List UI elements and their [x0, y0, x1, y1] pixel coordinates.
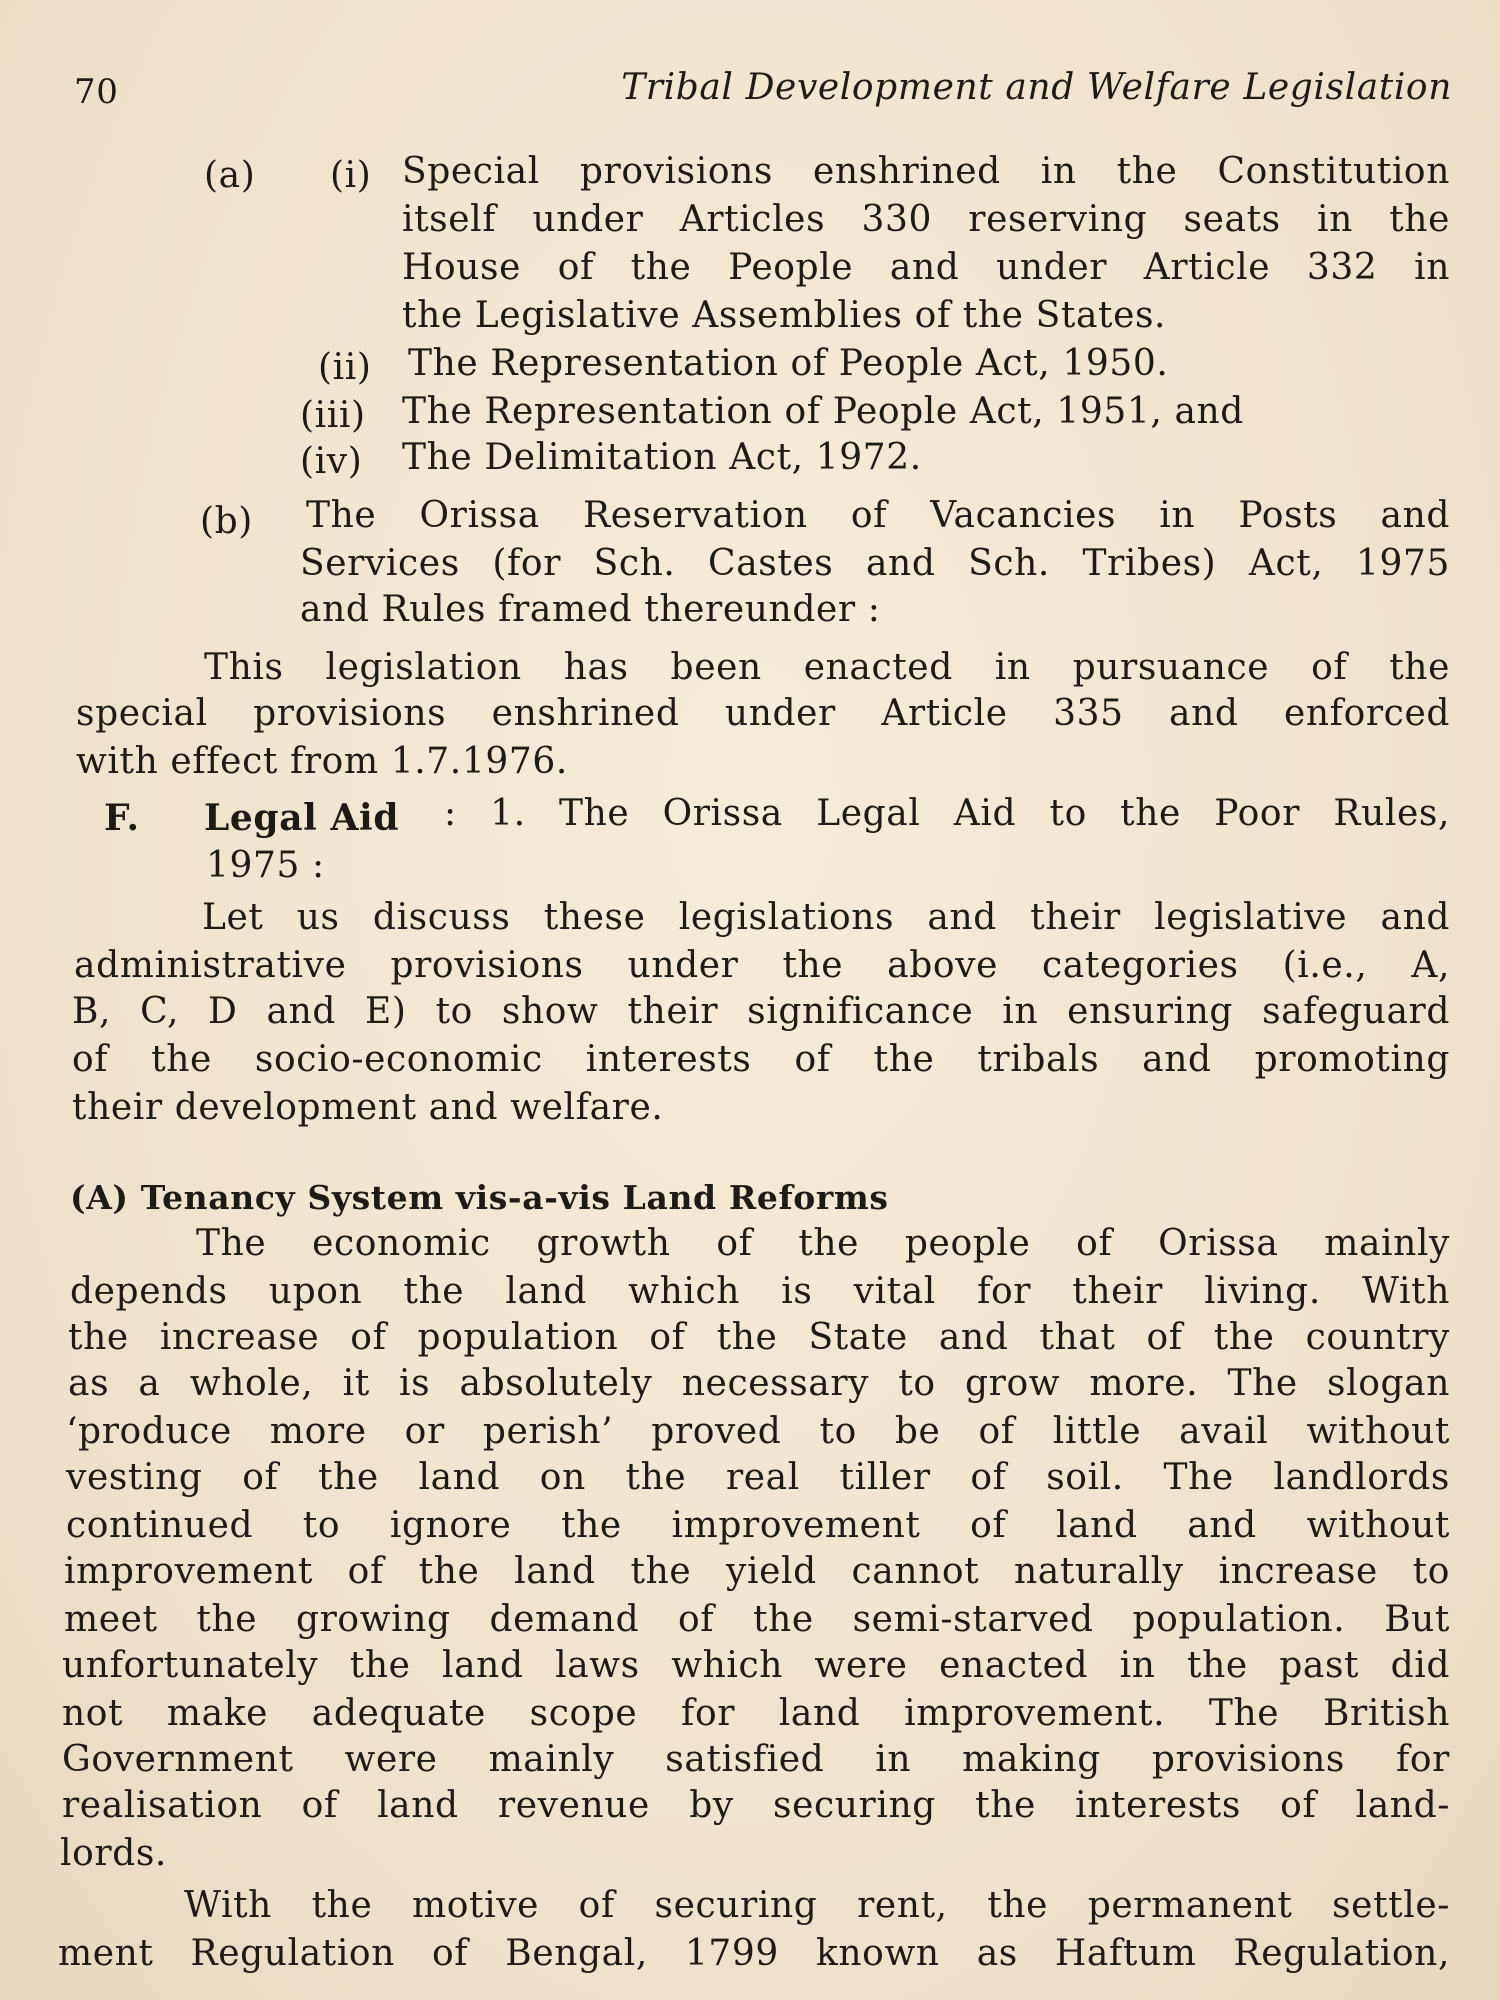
para-discuss-line-5: their development and welfare. [72, 1087, 664, 1128]
section-a-heading: (A) Tenancy System vis-a-vis Land Reforms [70, 1178, 889, 1217]
list-a-label: (a) [204, 155, 256, 196]
para-economic-line-9: meet the growing demand of the semi-starved population. But [64, 1599, 1450, 1640]
para-economic-line-3: the increase of population of the State and that of the country [68, 1317, 1450, 1358]
para-economic-line-14: lords. [60, 1833, 167, 1874]
running-title: Tribal Development and Welfare Legislation [621, 67, 1452, 108]
item-iv-text: The Delimitation Act, 1972. [402, 437, 922, 478]
item-iv-label: (iv) [300, 441, 363, 482]
item-i-line-2: itself under Articles 330 reserving seats in the [402, 199, 1450, 240]
item-i-line-3: House of the People and under Article 332 in [402, 247, 1450, 288]
para-economic-line-7: continued to ignore the improvement of land and without [66, 1505, 1450, 1546]
para-discuss-line-2: administrative provisions under the above categories (i.e., A, [74, 945, 1450, 986]
para-motive-line-2: ment Regulation of Bengal, 1799 known as Haftum Regulation, [58, 1933, 1450, 1974]
section-f-cont: 1975 : [206, 845, 325, 886]
para-economic-line-11: not make adequate scope for land improvement. The British [62, 1693, 1450, 1734]
item-ii-label: (ii) [318, 347, 372, 388]
para-legislation-line-3: with effect from 1.7.1976. [76, 741, 568, 782]
para-legislation-line-2: special provisions enshrined under Article 335 and enforced [76, 693, 1450, 734]
para-discuss-line-4: of the socio-economic interests of the tribals and promoting [72, 1039, 1450, 1080]
para-legislation-line-1: This legislation has been enacted in pursuance of the [204, 647, 1450, 688]
item-ii-text: The Representation of People Act, 1950. [408, 343, 1169, 384]
item-i-label: (i) [330, 155, 372, 196]
item-i-line-1: Special provisions enshrined in the Constitution [402, 151, 1450, 192]
para-economic-line-6: vesting of the land on the real tiller of soil. The landlords [66, 1457, 1450, 1498]
section-f-label: F. [104, 797, 140, 839]
section-f-title: Legal Aid [204, 797, 400, 839]
para-discuss-line-1: Let us discuss these legislations and their legislative and [202, 897, 1450, 938]
item-iii-text: The Representation of People Act, 1951, and [402, 391, 1244, 432]
list-b-line-2: Services (for Sch. Castes and Sch. Tribes) Act, 1975 [300, 543, 1450, 584]
para-economic-line-12: Government were mainly satisfied in making provisions for [62, 1739, 1450, 1780]
para-economic-line-10: unfortunately the land laws which were enacted in the past did [62, 1645, 1450, 1686]
list-b-line-1: The Orissa Reservation of Vacancies in Posts and [306, 495, 1450, 536]
section-f-text: : 1. The Orissa Legal Aid to the Poor Rules, [444, 793, 1450, 834]
list-b-label: (b) [200, 501, 253, 542]
para-discuss-line-3: B, C, D and E) to show their significance in ensuring safeguard [72, 991, 1450, 1032]
para-economic-line-13: realisation of land revenue by securing the interests of land- [62, 1785, 1450, 1826]
page-number: 70 [74, 72, 119, 112]
list-b-line-3: and Rules framed thereunder : [300, 589, 881, 630]
para-economic-line-8: improvement of the land the yield cannot naturally increase to [64, 1551, 1450, 1592]
para-economic-line-4: as a whole, it is absolutely necessary to grow more. The slogan [68, 1363, 1450, 1404]
para-economic-line-2: depends upon the land which is vital for their living. With [70, 1271, 1450, 1312]
para-economic-line-1: The economic growth of the people of Orissa mainly [196, 1223, 1450, 1264]
para-economic-line-5: ‘produce more or perish’ proved to be of little avail without [66, 1411, 1450, 1452]
item-i-line-4: the Legislative Assemblies of the States. [402, 295, 1167, 336]
para-motive-line-1: With the motive of securing rent, the permanent settle- [184, 1885, 1450, 1926]
item-iii-label: (iii) [300, 395, 366, 436]
